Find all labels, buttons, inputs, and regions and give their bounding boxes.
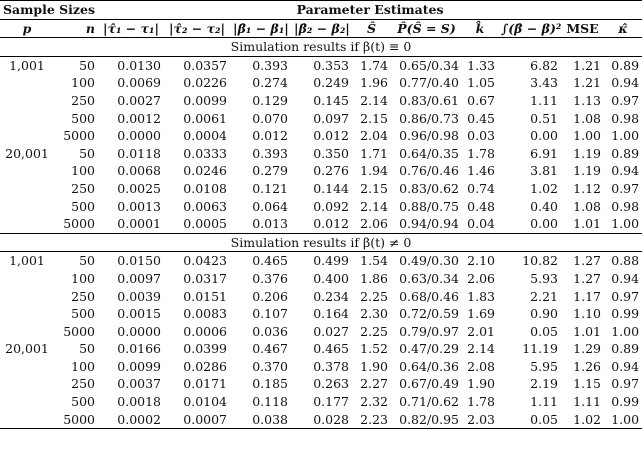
table-cell	[0, 127, 54, 145]
table-cell: 0.0012	[117, 110, 162, 126]
table-cell: 2.32	[360, 394, 389, 410]
table-cell: 1.78	[467, 394, 496, 410]
table-cell: 1.74	[360, 57, 389, 73]
table-cell	[0, 270, 54, 288]
table-cell: 2.06	[360, 216, 389, 232]
table-cell: 0.499	[313, 253, 350, 269]
table-cell: 0.0000	[117, 128, 162, 144]
table-cell: 0.94	[611, 163, 640, 179]
col-header-p: p	[22, 20, 32, 36]
table-cell	[0, 323, 54, 341]
table-cell: 2.27	[360, 376, 389, 392]
table-cell	[0, 305, 54, 323]
table-cell: 0.00	[530, 216, 559, 232]
table-cell: 0.74	[467, 180, 496, 196]
table-cell: 1.69	[467, 306, 496, 322]
table-cell: 0.249	[313, 75, 350, 91]
table-row	[0, 375, 642, 393]
table-cell: 0.145	[313, 92, 350, 108]
table-cell: 2.06	[467, 270, 496, 286]
table-cell: 50	[79, 145, 96, 161]
table-row	[0, 305, 642, 323]
table-cell	[0, 358, 54, 376]
group-label-sample-sizes: Sample Sizes	[3, 2, 96, 17]
table-cell: 0.0000	[117, 323, 162, 339]
table-row	[0, 180, 642, 198]
table-cell: 1.94	[360, 163, 389, 179]
table-row	[0, 215, 642, 233]
table-cell: 500	[71, 306, 96, 322]
table-cell: 1.02	[530, 180, 559, 196]
table-cell: 1.27	[573, 270, 602, 286]
table-cell: 0.0037	[117, 376, 162, 392]
table-cell: 1.19	[573, 145, 602, 161]
col-header-tau1-error: |τ̂₁ − τ₁|	[102, 20, 160, 36]
table-cell: 0.465	[252, 253, 289, 269]
table-cell: 0.47/0.29	[399, 341, 460, 357]
table-cell: 0.67	[467, 92, 496, 108]
col-header-n: n	[85, 20, 96, 36]
table-cell: 0.465	[313, 341, 350, 357]
table-cell: 0.234	[313, 288, 350, 304]
table-cell	[0, 74, 54, 92]
table-cell: 0.036	[252, 323, 289, 339]
table-cell: 0.79/0.97	[399, 323, 460, 339]
table-cell: 0.177	[313, 394, 350, 410]
table-cell: 0.185	[252, 376, 289, 392]
table-cell: 1.52	[360, 341, 389, 357]
table-cell: 0.82/0.95	[399, 411, 460, 427]
table-cell: 20,001	[5, 145, 49, 161]
table-cell: 0.97	[611, 92, 640, 108]
table-row	[0, 92, 642, 110]
table-cell: 1.12	[573, 180, 602, 196]
table-cell: 2.21	[530, 288, 559, 304]
table-cell: 500	[71, 394, 96, 410]
table-cell: 250	[71, 288, 96, 304]
table-cell: 1.00	[611, 216, 640, 232]
table-cell: 0.0002	[117, 411, 162, 427]
table-cell	[0, 92, 54, 110]
table-cell: 0.144	[313, 180, 350, 196]
table-cell: 0.0151	[183, 288, 228, 304]
table-cell: 0.0130	[117, 57, 162, 73]
table-cell: 0.0063	[183, 198, 228, 214]
table-cell: 0.83/0.61	[399, 92, 460, 108]
table-cell: 1.71	[360, 145, 389, 161]
table-cell: 3.81	[530, 163, 559, 179]
table-cell: 0.00	[530, 128, 559, 144]
section-title-row	[0, 233, 642, 252]
table-row	[0, 270, 642, 288]
table-cell: 0.027	[313, 323, 350, 339]
table-cell: 0.012	[313, 128, 350, 144]
table-cell: 2.03	[467, 411, 496, 427]
table-cell: 0.012	[313, 216, 350, 232]
table-cell: 0.0007	[183, 411, 228, 427]
table-cell: 0.94	[611, 358, 640, 374]
table-cell: 1.08	[573, 198, 602, 214]
table-cell: 0.05	[530, 411, 559, 427]
table-cell: 2.30	[360, 306, 389, 322]
table-cell: 50	[79, 57, 96, 73]
col-header-mse: MSE	[566, 20, 599, 36]
table-cell: 1.01	[573, 216, 602, 232]
table-cell	[0, 110, 54, 128]
table-cell: 0.0097	[117, 270, 162, 286]
table-cell: 250	[71, 376, 96, 392]
table-cell: 0.0150	[117, 253, 162, 269]
table-cell: 2.04	[360, 128, 389, 144]
table-cell: 1.08	[573, 110, 602, 126]
table-cell: 0.51	[530, 110, 559, 126]
table-cell: 0.0226	[183, 75, 228, 91]
table-body	[0, 38, 642, 429]
table-cell: 1.11	[530, 394, 559, 410]
table-cell: 0.05	[530, 323, 559, 339]
table-cell: 0.0013	[117, 198, 162, 214]
table-cell: 0.263	[313, 376, 350, 392]
table-cell: 1.29	[573, 341, 602, 357]
table-row	[0, 74, 642, 92]
table-cell: 0.64/0.35	[399, 145, 460, 161]
table-cell: 5.95	[530, 358, 559, 374]
table-cell: 0.88	[611, 253, 640, 269]
section-title: Simulation results if β(t) ≠ 0	[230, 234, 412, 250]
table-cell: 3.43	[530, 75, 559, 91]
table-cell: 0.013	[252, 216, 289, 232]
table-cell: 0.94	[611, 270, 640, 286]
table-cell: 0.0099	[117, 358, 162, 374]
table-cell: 0.376	[252, 270, 289, 286]
header-group-row	[0, 1, 642, 20]
table-cell: 0.72/0.59	[399, 306, 460, 322]
table-cell: 0.0039	[117, 288, 162, 304]
table-cell: 0.97	[611, 288, 640, 304]
table-cell: 1.21	[573, 75, 602, 91]
table-cell: 0.71/0.62	[399, 394, 460, 410]
table-cell: 0.83/0.62	[399, 180, 460, 196]
table-cell: 0.118	[252, 394, 289, 410]
table-row	[0, 411, 642, 429]
table-cell: 250	[71, 180, 96, 196]
table-cell: 0.0018	[117, 394, 162, 410]
table-cell: 0.0357	[183, 57, 228, 73]
table-row	[0, 127, 642, 145]
table-cell: 0.89	[611, 57, 640, 73]
table-cell: 5000	[63, 323, 96, 339]
table-cell: 0.276	[313, 163, 350, 179]
table-cell: 2.14	[360, 92, 389, 108]
table-row	[0, 198, 642, 216]
table-cell	[0, 411, 54, 429]
table-cell: 0.03	[467, 128, 496, 144]
table-cell: 0.99	[611, 306, 640, 322]
section-title: Simulation results if β(t) ≡ 0	[230, 39, 412, 55]
table-cell: 250	[71, 92, 96, 108]
table-cell: 1.90	[360, 358, 389, 374]
table-cell: 0.40	[530, 198, 559, 214]
table-cell: 0.0068	[117, 163, 162, 179]
table-cell: 0.353	[313, 57, 350, 73]
table-cell: 0.0015	[117, 306, 162, 322]
table-cell: 0.89	[611, 341, 640, 357]
table-cell: 0.129	[252, 92, 289, 108]
table-cell: 0.0399	[183, 341, 228, 357]
table-cell: 0.0118	[117, 145, 162, 161]
table-cell: 0.378	[313, 358, 350, 374]
table-cell: 2.14	[467, 341, 496, 357]
table-row	[0, 252, 642, 270]
table-row	[0, 323, 642, 341]
table-cell: 0.028	[313, 411, 350, 427]
table-cell: 0.64/0.36	[399, 358, 460, 374]
table-cell: 0.94	[611, 75, 640, 91]
table-cell: 1.00	[611, 323, 640, 339]
table-cell: 100	[71, 270, 96, 286]
table-cell: 5.93	[530, 270, 559, 286]
table-cell: 0.48	[467, 198, 496, 214]
section-title-row	[0, 38, 642, 57]
header-columns-row	[0, 19, 642, 38]
col-header-integrated-error: ∫(β̂ − β)²	[501, 20, 562, 36]
table-cell: 5000	[63, 216, 96, 232]
table-cell	[0, 180, 54, 198]
table-cell: 0.04	[467, 216, 496, 232]
col-header-k-hat: k̂	[475, 20, 485, 36]
table-row	[0, 358, 642, 376]
table-cell: 0.65/0.34	[399, 57, 460, 73]
table-cell: 1.15	[573, 376, 602, 392]
table-cell: 0.0027	[117, 92, 162, 108]
table-cell: 0.393	[252, 57, 289, 73]
table-cell: 0.0286	[183, 358, 228, 374]
col-header-p-hat: P̂(Ŝ = S)	[397, 20, 456, 36]
table-cell: 100	[71, 163, 96, 179]
table-cell: 0.67/0.49	[399, 376, 460, 392]
table-cell	[0, 198, 54, 216]
table-cell: 1.11	[573, 394, 602, 410]
table-cell: 0.45	[467, 110, 496, 126]
table-cell: 1.26	[573, 358, 602, 374]
table-cell: 1.02	[573, 411, 602, 427]
table-cell: 0.0108	[183, 180, 228, 196]
table-cell: 1.10	[573, 306, 602, 322]
table-cell: 0.400	[313, 270, 350, 286]
table-row	[0, 288, 642, 306]
table-cell: 1.00	[573, 128, 602, 144]
table-cell: 1.33	[467, 57, 496, 73]
table-cell: 0.76/0.46	[399, 163, 460, 179]
col-header-kappa-hat: κ̂	[618, 20, 628, 36]
table-cell: 0.0005	[183, 216, 228, 232]
table-cell: 2.25	[360, 323, 389, 339]
col-header-s-hat: Ŝ	[367, 20, 377, 36]
table-cell: 2.23	[360, 411, 389, 427]
table-cell: 2.15	[360, 110, 389, 126]
table-row	[0, 145, 642, 163]
table-cell: 0.038	[252, 411, 289, 427]
table-cell: 0.0006	[183, 323, 228, 339]
table-cell: 0.350	[313, 145, 350, 161]
table-cell: 1.83	[467, 288, 496, 304]
table-cell: 1.17	[573, 288, 602, 304]
table-cell: 0.0061	[183, 110, 228, 126]
table-cell: 5000	[63, 128, 96, 144]
table-cell: 0.99	[611, 394, 640, 410]
table-cell: 0.092	[313, 198, 350, 214]
table-header	[0, 1, 642, 38]
table-cell: 2.10	[467, 253, 496, 269]
table-cell: 11.19	[522, 341, 559, 357]
table-cell: 0.370	[252, 358, 289, 374]
col-header-beta2-error: |β̂₂ − β₂|	[294, 20, 350, 36]
table-cell: 100	[71, 75, 96, 91]
table-cell: 1.19	[573, 163, 602, 179]
table-cell: 2.25	[360, 288, 389, 304]
table-cell	[0, 393, 54, 411]
table-cell: 0.206	[252, 288, 289, 304]
table-cell: 1.27	[573, 253, 602, 269]
table-cell: 0.164	[313, 306, 350, 322]
table-cell: 0.77/0.40	[399, 75, 460, 91]
table-cell: 5000	[63, 411, 96, 427]
table-row	[0, 162, 642, 180]
table-cell: 0.097	[313, 110, 350, 126]
table-cell	[0, 215, 54, 233]
table-cell: 0.0333	[183, 145, 228, 161]
table-cell: 0.94/0.94	[399, 216, 460, 232]
table-cell: 100	[71, 358, 96, 374]
table-cell: 0.96/0.98	[399, 128, 460, 144]
table-cell: 0.68/0.46	[399, 288, 460, 304]
table-cell: 1.00	[611, 128, 640, 144]
table-cell: 0.0104	[183, 394, 228, 410]
table-cell	[0, 288, 54, 306]
table-cell: 50	[79, 341, 96, 357]
table-cell: 0.90	[530, 306, 559, 322]
table-cell: 0.49/0.30	[399, 253, 460, 269]
table-cell: 1.13	[573, 92, 602, 108]
table-cell: 6.91	[530, 145, 559, 161]
table-cell: 0.98	[611, 198, 640, 214]
table-cell: 0.0001	[117, 216, 162, 232]
table-cell: 1.54	[360, 253, 389, 269]
table-cell: 0.393	[252, 145, 289, 161]
col-header-tau2-error: |τ̂₂ − τ₂|	[168, 20, 226, 36]
table-cell: 50	[79, 253, 96, 269]
table-cell: 0.88/0.75	[399, 198, 460, 214]
table-cell: 2.01	[467, 323, 496, 339]
table-cell: 20,001	[5, 341, 49, 357]
table-cell: 2.14	[360, 198, 389, 214]
table-cell: 500	[71, 110, 96, 126]
table-row	[0, 110, 642, 128]
table-cell: 1.21	[573, 57, 602, 73]
table-cell: 0.279	[252, 163, 289, 179]
table-cell	[0, 375, 54, 393]
table-cell: 0.0166	[117, 341, 162, 357]
table-cell: 0.0004	[183, 128, 228, 144]
table-cell: 0.0025	[117, 180, 162, 196]
table-cell: 1.00	[611, 411, 640, 427]
table-cell: 0.97	[611, 376, 640, 392]
table-cell: 0.98	[611, 110, 640, 126]
col-header-beta1-error: |β̂₁ − β₁|	[233, 20, 289, 36]
table-cell: 1.05	[467, 75, 496, 91]
table-cell: 2.19	[530, 376, 559, 392]
table-cell: 0.0246	[183, 163, 228, 179]
table-cell: 0.0317	[183, 270, 228, 286]
group-label-parameter-estimates: Parameter Estimates	[296, 2, 444, 17]
table-cell: 1.96	[360, 75, 389, 91]
table-cell: 0.89	[611, 145, 640, 161]
table-cell: 0.012	[252, 128, 289, 144]
table-row	[0, 56, 642, 74]
table-cell	[0, 162, 54, 180]
table-cell: 0.63/0.34	[399, 270, 460, 286]
table-cell: 1.11	[530, 92, 559, 108]
table-cell: 1.86	[360, 270, 389, 286]
table-cell: 1.78	[467, 145, 496, 161]
table-cell: 500	[71, 198, 96, 214]
table-cell: 0.97	[611, 180, 640, 196]
table-cell: 1,001	[9, 253, 45, 269]
table-cell: 0.0099	[183, 92, 228, 108]
table-cell: 1.46	[467, 163, 496, 179]
table-cell: 0.064	[252, 198, 289, 214]
table-cell: 0.121	[252, 180, 289, 196]
table-cell: 0.0423	[183, 253, 228, 269]
table-cell: 0.070	[252, 110, 289, 126]
table-row	[0, 393, 642, 411]
table-row	[0, 340, 642, 358]
table-cell: 2.15	[360, 180, 389, 196]
table-cell: 2.08	[467, 358, 496, 374]
table-cell: 0.467	[252, 341, 289, 357]
table-cell: 0.107	[252, 306, 289, 322]
table-cell: 0.274	[252, 75, 289, 91]
table-cell: 0.86/0.73	[399, 110, 460, 126]
table-cell: 0.0069	[117, 75, 162, 91]
table-cell: 6.82	[530, 57, 559, 73]
table-cell: 10.82	[522, 253, 559, 269]
table-cell: 1.01	[573, 323, 602, 339]
table-cell: 0.0171	[183, 376, 228, 392]
table-cell: 1.90	[467, 376, 496, 392]
table-cell: 1,001	[9, 57, 45, 73]
table-cell: 0.0083	[183, 306, 228, 322]
